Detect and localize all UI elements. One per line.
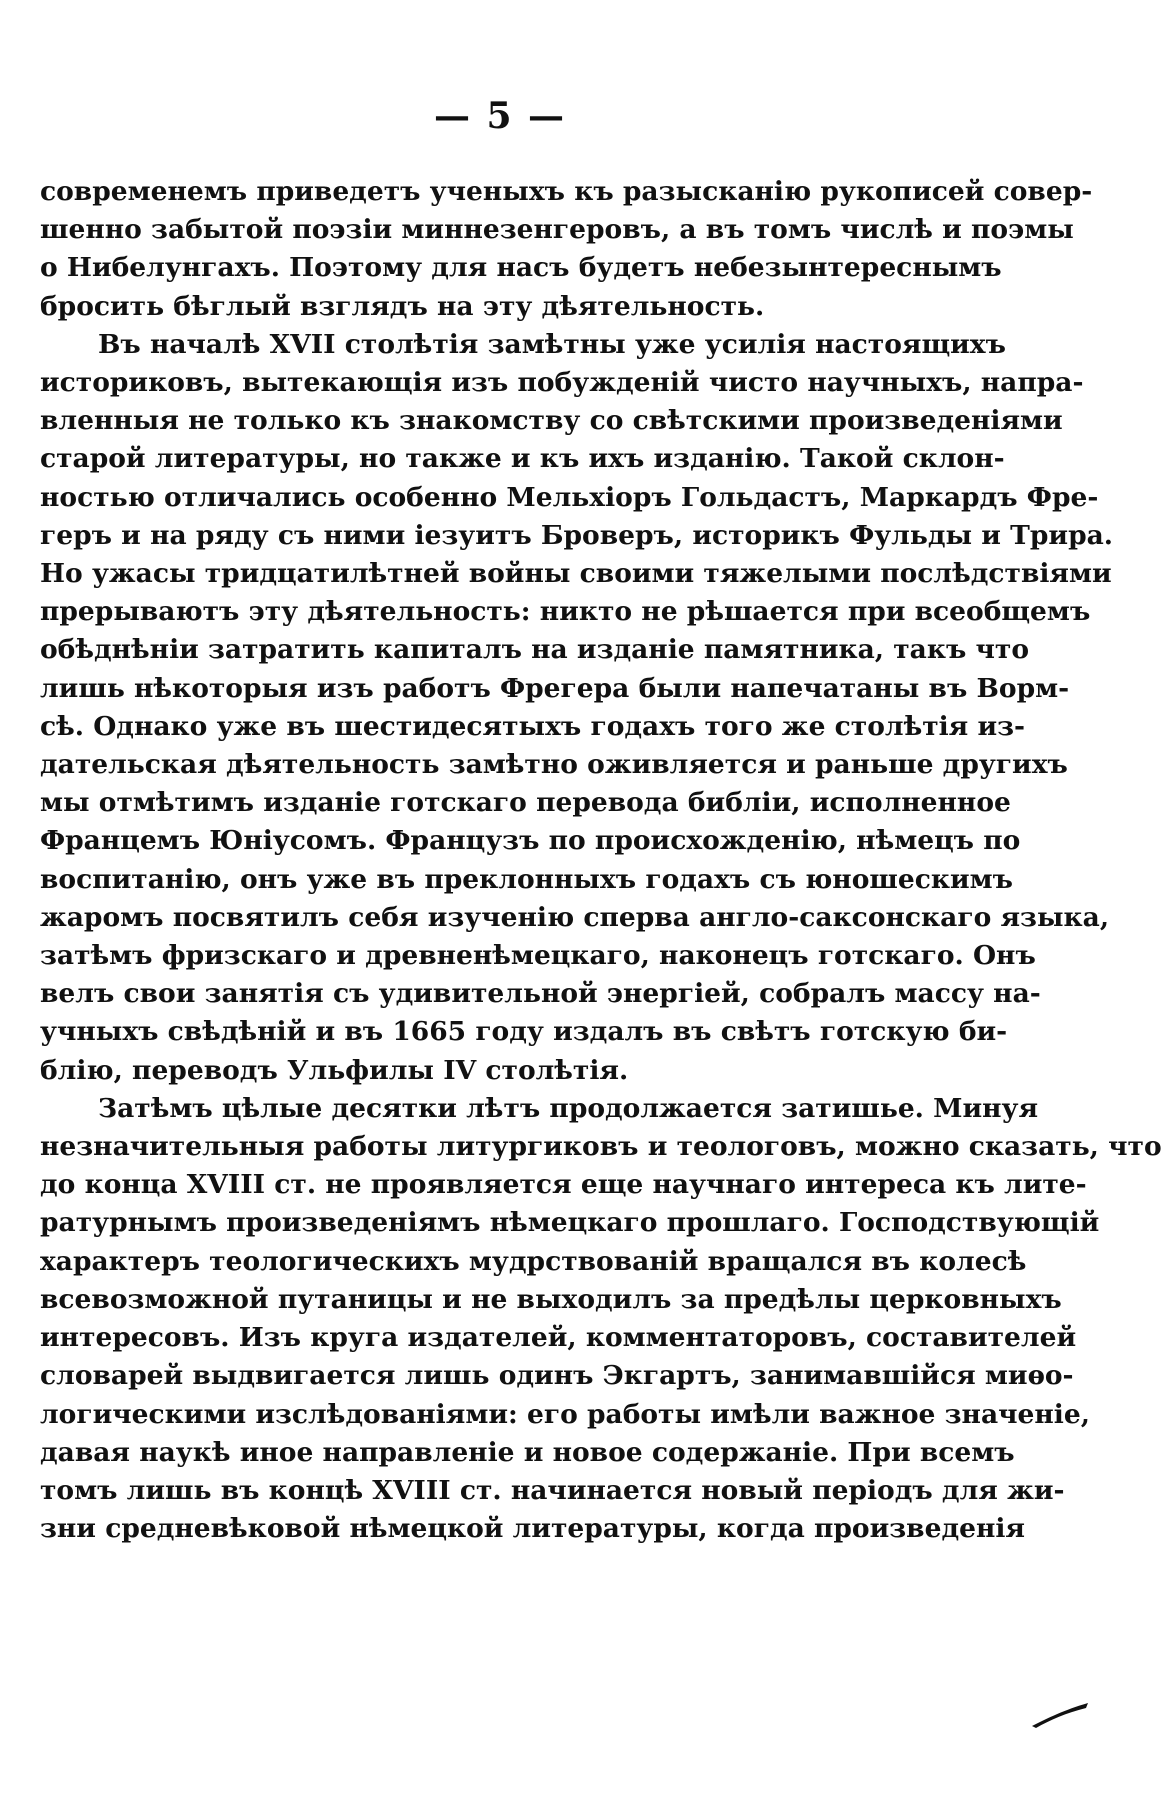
paragraph-2 [40, 326, 1114, 1090]
text-line: лишь нѣкоторыя изъ работъ Фрегера были напечатаны въ Ворм- [40, 672, 1070, 704]
text-line: сѣ. Однако уже въ шестидесятыхъ годахъ того же столѣтія из- [40, 710, 1026, 742]
pen-stroke-mark [1030, 1700, 1090, 1730]
text-line: томъ лишь въ концѣ XVIII ст. начинается новый періодъ для жи- [40, 1474, 1065, 1506]
text-line: Но ужасы тридцатилѣтней войны своими тяжелыми послѣдствіями [40, 558, 1112, 590]
text-line: вленныя не только къ знакомству со свѣтскими произведеніями [40, 405, 1063, 437]
text-line: зни средневѣковой нѣмецкой литературы, когда произведенія [40, 1513, 1026, 1545]
text-line: жаромъ посвятилъ себя изученію сперва англо-саксонскаго языка, [40, 901, 1110, 933]
paragraph-3 [40, 1090, 1162, 1548]
text-line: мы отмѣтимъ изданіе готскаго перевода библіи, исполненное [40, 787, 1011, 819]
text-line: обѣднѣніи затратить капиталъ на изданіе памятника, такъ что [40, 634, 1030, 666]
text-line: учныхъ свѣдѣній и въ 1665 году издалъ въ свѣтъ готскую би- [40, 1016, 1008, 1048]
text-line: словарей выдвигается лишь одинъ Экгартъ, занимавшійся миѳо- [40, 1360, 1074, 1392]
text-line: бросить бѣглый взглядъ на эту дѣятельность. [40, 290, 765, 322]
text-line: старой литературы, но также и къ ихъ изданію. Такой склон- [40, 443, 1005, 475]
text-line: Францемъ Юніусомъ. Французъ по происхожденію, нѣмецъ по [40, 825, 1021, 857]
text-line: воспитанію, онъ уже въ преклонныхъ годахъ съ юношескимъ [40, 863, 1013, 895]
paragraph-1 [40, 173, 1093, 326]
text-line: Въ началѣ XVII столѣтія замѣтны уже усилія настоящихъ [98, 328, 1006, 360]
text-line: прерываютъ эту дѣятельность: никто не рѣшается при всеобщемъ [40, 596, 1091, 628]
text-line: характеръ теологическихъ мудрствованій вращался въ колесѣ [40, 1245, 1027, 1277]
text-line: давая наукѣ иное направленіе и новое содержаніе. При всемъ [40, 1436, 1015, 1468]
text-line: Затѣмъ цѣлые десятки лѣтъ продолжается затишье. Минуя [98, 1092, 1039, 1124]
text-line: логическими изслѣдованіями: его работы имѣли важное значеніе, [40, 1398, 1090, 1430]
text-line: ностью отличались особенно Мельхіоръ Гольдастъ, Маркардъ Фре- [40, 481, 1099, 513]
text-line: всевозможной путаницы и не выходилъ за предѣлы церковныхъ [40, 1283, 1062, 1315]
text-line: велъ свои занятія съ удивительной энергіей, собралъ массу на- [40, 978, 1041, 1010]
page-number: — 5 — [433, 95, 567, 137]
text-line: до конца XVIII ст. не проявляется еще научнаго интереса къ лите- [40, 1169, 1087, 1201]
text-line: современемъ приведетъ ученыхъ къ разысканію рукописей совер- [40, 176, 1093, 207]
text-line: историковъ, вытекающія изъ побужденій чисто научныхъ, напра- [40, 367, 1084, 399]
text-line: ратурнымъ произведеніямъ нѣмецкаго прошлаго. Господствующій [40, 1207, 1100, 1239]
text-line: блію, переводъ Ульфилы IV столѣтія. [40, 1054, 629, 1086]
text-line: о Нибелунгахъ. Поэтому для насъ будетъ небезынтереснымъ [40, 252, 1002, 284]
text-line: интересовъ. Изъ круга издателей, комментаторовъ, составителей [40, 1322, 1077, 1354]
text-line: незначительныя работы литургиковъ и теологовъ, можно сказать, что [40, 1131, 1162, 1163]
page [40, 95, 1162, 1548]
text-line: геръ и на ряду съ ними іезуитъ Броверъ, историкъ Фульды и Трира. [40, 519, 1114, 551]
text-line: шенно забытой поэзіи миннезенгеровъ, а въ томъ числѣ и поэмы [40, 214, 1074, 246]
text-line: дательская дѣятельность замѣтно оживляется и раньше другихъ [40, 749, 1068, 781]
text-line: затѣмъ фризскаго и древненѣмецкаго, наконецъ готскаго. Онъ [40, 940, 1036, 972]
